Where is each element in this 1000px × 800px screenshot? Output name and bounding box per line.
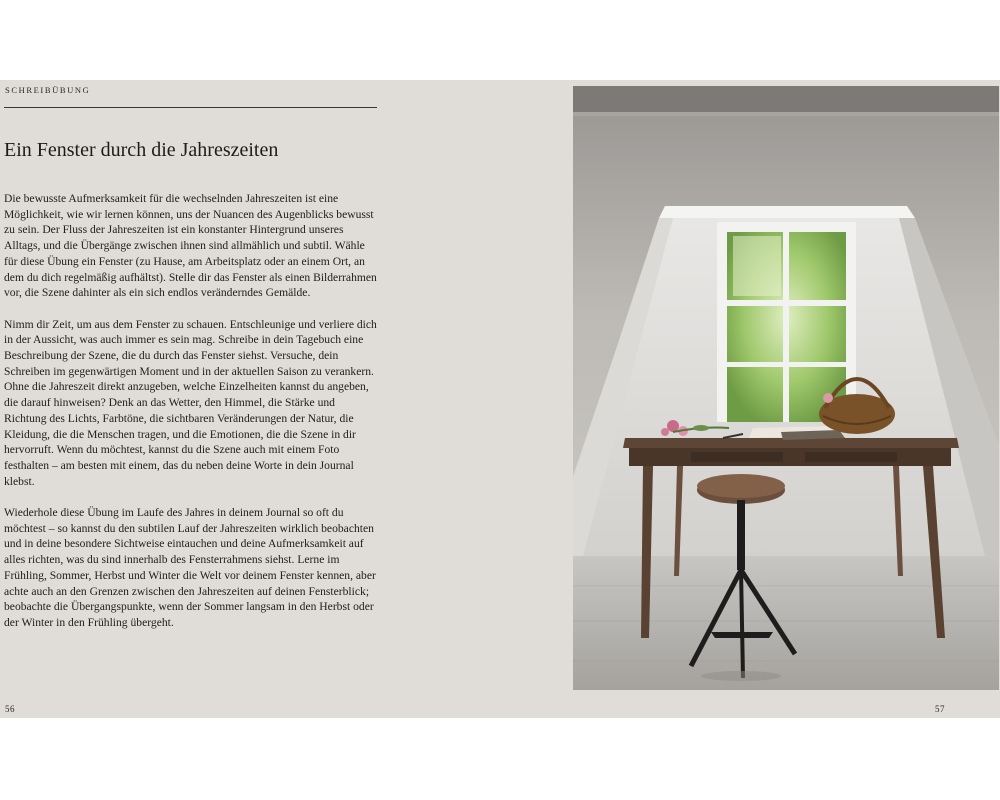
section-divider: [4, 107, 377, 108]
page-title: Ein Fenster durch die Jahreszeiten: [4, 139, 279, 161]
page-number-left: 56: [5, 704, 15, 714]
book-spread: [0, 80, 1000, 718]
section-label: SCHREIBÜBUNG: [5, 85, 91, 95]
photo-window-desk: [573, 86, 999, 690]
page-number-right: 57: [935, 704, 945, 714]
paragraph: Die bewusste Aufmerksamkeit für die wechselnden Jahreszeiten ist eine Möglichkeit, wie wir lernen können, uns der Nuancen des Augenblicks bewusst zu sein. Der Fluss der Jahreszeiten ist ein konstanter Hintergrund unseres Alltags, und die Übergänge zwischen ihnen sind allmählich und subtil. Wähle für diese Übung ein Fenster (zu Hause, am Arbeitsplatz oder an einem Ort, an dem du dich regelmäßig aufhältst). Stelle dir das Fenster als einen Bilderrahmen vor, die Szene dahinter als ein sich endlos veränderndes Gemälde.: [4, 192, 377, 300]
paragraph: Nimm dir Zeit, um aus dem Fenster zu schauen. Entschleunige und verliere dich in der Aussicht, was auch immer es sein mag. Schreibe in dein Tagebuch eine Beschreibung der Szene, die du durch das Fenster siehst. Versuche, dein Schreiben im gegenwärtigen Moment und in der aktuellen Saison zu verankern. Ohne die Jahreszeit direkt anzugeben, welche Einzelheiten kannst du angeben, die darauf hinweisen? Denk an das Wetter, den Himmel, die Stärke und Richtung des Lichts, Farbtöne, die sichtbaren Veränderungen der Natur, die Kleidung, die die Menschen tragen, und die Emotionen, die die Szene in dir hervorruft. Wenn du möchtest, kannst du die Szene auch mit einem Foto festhalten – am besten mit einem, das du neben deine Worte in dein Journal klebst.: [4, 317, 377, 488]
body-text: [4, 191, 378, 646]
paragraph: Wiederhole diese Übung im Laufe des Jahres in deinem Journal so oft du möchtest – so kannst du den subtilen Lauf der Jahreszeiten wirklich beobachten und in deine besondere Sichtweise eintauchen und deine Aufmerksamkeit auf alles richten, was du sind innerhalb des Fensterrahmens siehst. Lerne im Frühling, Sommer, Herbst und Winter die Welt vor deinem Fenster kennen, aber achte auch an den Grenzen zwischen den Jahreszeiten auf deinen Fensterblick; beobachte die Übergangspunkte, wenn der Sommer langsam in den Herbst oder der Winter in den Frühling übergeht.: [4, 506, 376, 629]
